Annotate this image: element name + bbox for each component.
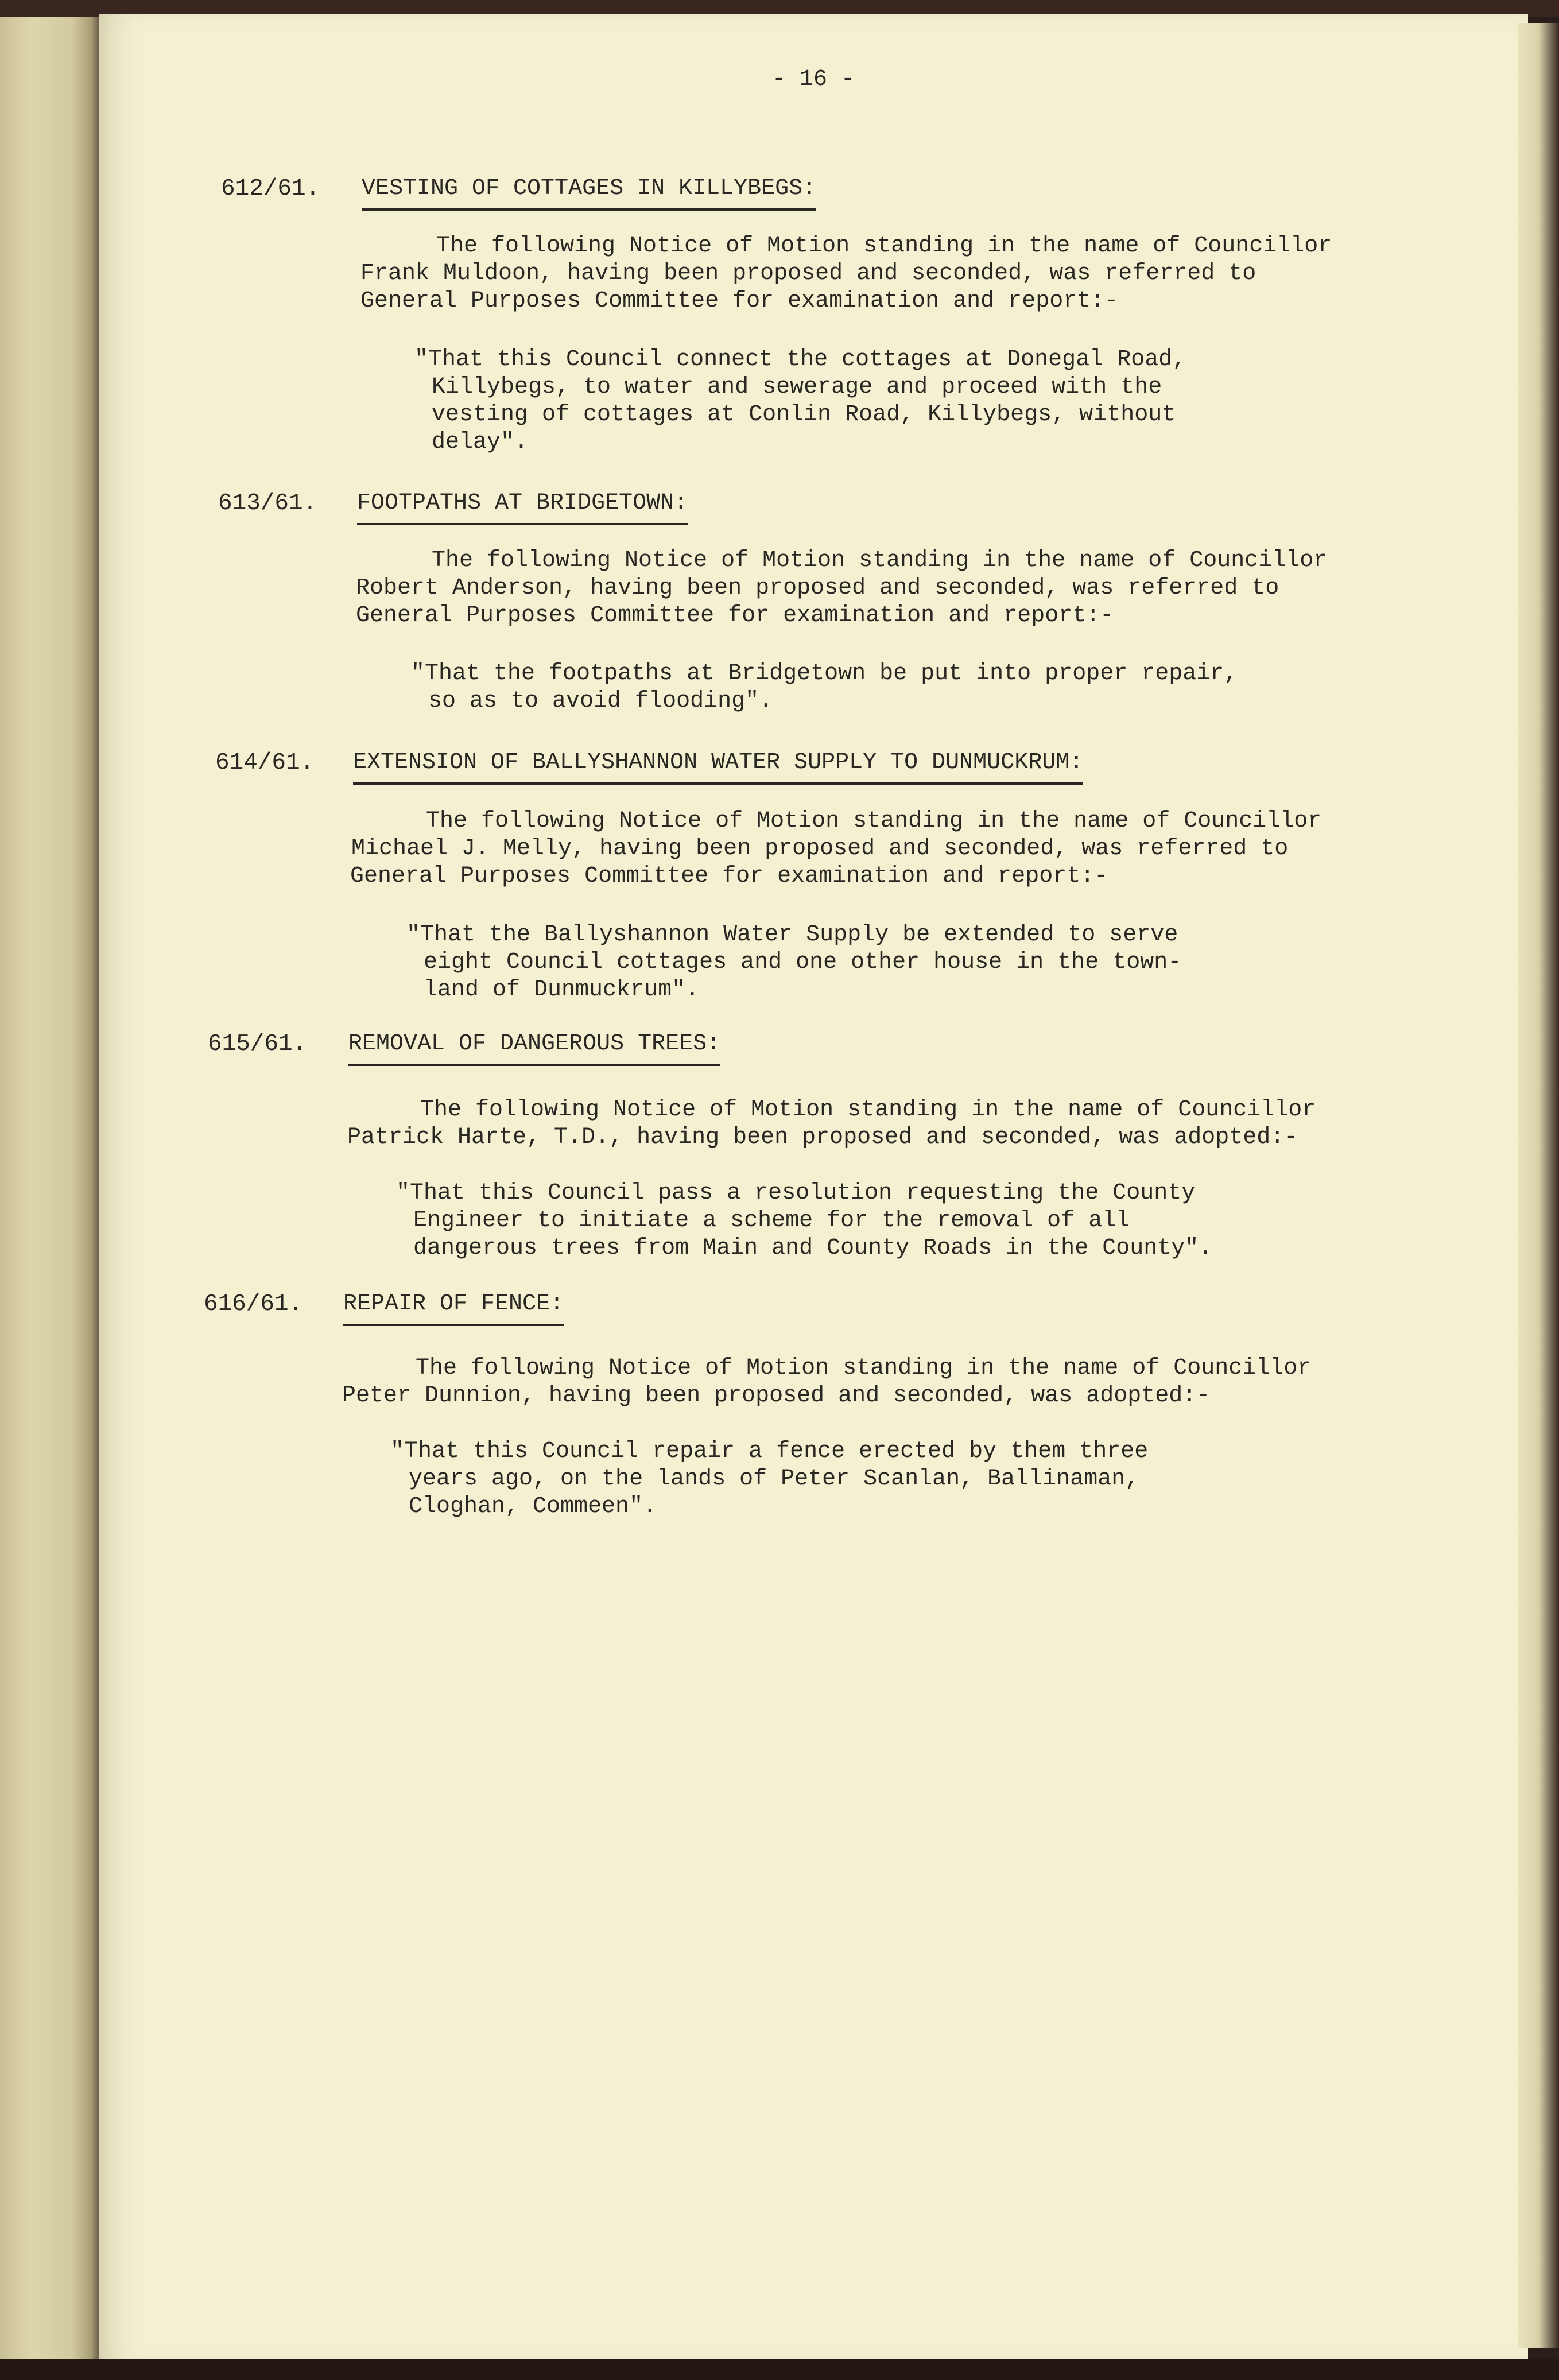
quote-line: eight Council cottages and one other house in the town- xyxy=(424,949,1182,975)
item-heading: REPAIR OF FENCE: xyxy=(343,1290,564,1326)
body-line: The following Notice of Motion standing in the name of Councillor xyxy=(436,233,1332,259)
body-line: The following Notice of Motion standing in the name of Councillor xyxy=(432,548,1328,573)
item-heading: VESTING OF COTTAGES IN KILLYBEGS: xyxy=(362,175,816,211)
page-number: - 16 - xyxy=(772,67,855,92)
body-line: The following Notice of Motion standing in the name of Councillor xyxy=(426,808,1322,834)
item-heading: EXTENSION OF BALLYSHANNON WATER SUPPLY TO DUNMUCKRUM: xyxy=(353,749,1083,785)
body-line: Frank Muldoon, having been proposed and seconded, was referred to xyxy=(360,261,1256,286)
quote-line: Engineer to initiate a scheme for the removal of all xyxy=(413,1208,1130,1234)
quote-line: dangerous trees from Main and County Roads in the County". xyxy=(413,1235,1213,1261)
bottom-edge xyxy=(0,2359,1559,2380)
page-edge xyxy=(1518,23,1559,2348)
quote-line: Killybegs, to water and sewerage and proceed with the xyxy=(432,374,1162,400)
quote-line: so as to avoid flooding". xyxy=(428,688,773,714)
quote-line: "That this Council pass a resolution requesting the County xyxy=(396,1180,1196,1206)
body-line: Michael J. Melly, having been proposed and seconded, was referred to xyxy=(351,836,1289,862)
quote-line: years ago, on the lands of Peter Scanlan, Ballinaman, xyxy=(409,1466,1139,1492)
quote-line: "That the footpaths at Bridgetown be put into proper repair, xyxy=(411,661,1238,687)
quote-line: "That the Ballyshannon Water Supply be extended to serve xyxy=(406,922,1178,948)
quote-line: delay". xyxy=(432,429,529,455)
item-number: 616/61. xyxy=(204,1291,303,1317)
quote-line: vesting of cottages at Conlin Road, Killybegs, without xyxy=(432,402,1176,428)
item-heading: REMOVAL OF DANGEROUS TREES: xyxy=(348,1030,720,1066)
body-line: The following Notice of Motion standing in the name of Councillor xyxy=(416,1355,1312,1381)
body-line: The following Notice of Motion standing in the name of Councillor xyxy=(420,1097,1316,1123)
item-number: 614/61. xyxy=(215,750,315,776)
quote-line: land of Dunmuckrum". xyxy=(424,977,700,1003)
item-number: 612/61. xyxy=(221,176,320,202)
body-line: General Purposes Committee for examination and report:- xyxy=(356,603,1114,629)
binding-edge xyxy=(0,17,103,2359)
body-line: General Purposes Committee for examination and report:- xyxy=(350,863,1108,889)
item-number: 613/61. xyxy=(218,490,317,517)
quote-line: Cloghan, Commeen". xyxy=(409,1494,657,1520)
quote-line: "That this Council repair a fence erected by them three xyxy=(390,1439,1149,1464)
item-heading: FOOTPATHS AT BRIDGETOWN: xyxy=(357,490,688,525)
body-line: General Purposes Committee for examination and report:- xyxy=(360,288,1119,314)
quote-line: "That this Council connect the cottages at Donegal Road, xyxy=(414,347,1186,373)
body-line: Patrick Harte, T.D., having been proposed and seconded, was adopted:- xyxy=(347,1125,1298,1150)
body-line: Peter Dunnion, having been proposed and seconded, was adopted:- xyxy=(342,1383,1211,1409)
item-number: 615/61. xyxy=(208,1031,307,1057)
body-line: Robert Anderson, having been proposed and seconded, was referred to xyxy=(356,575,1279,601)
